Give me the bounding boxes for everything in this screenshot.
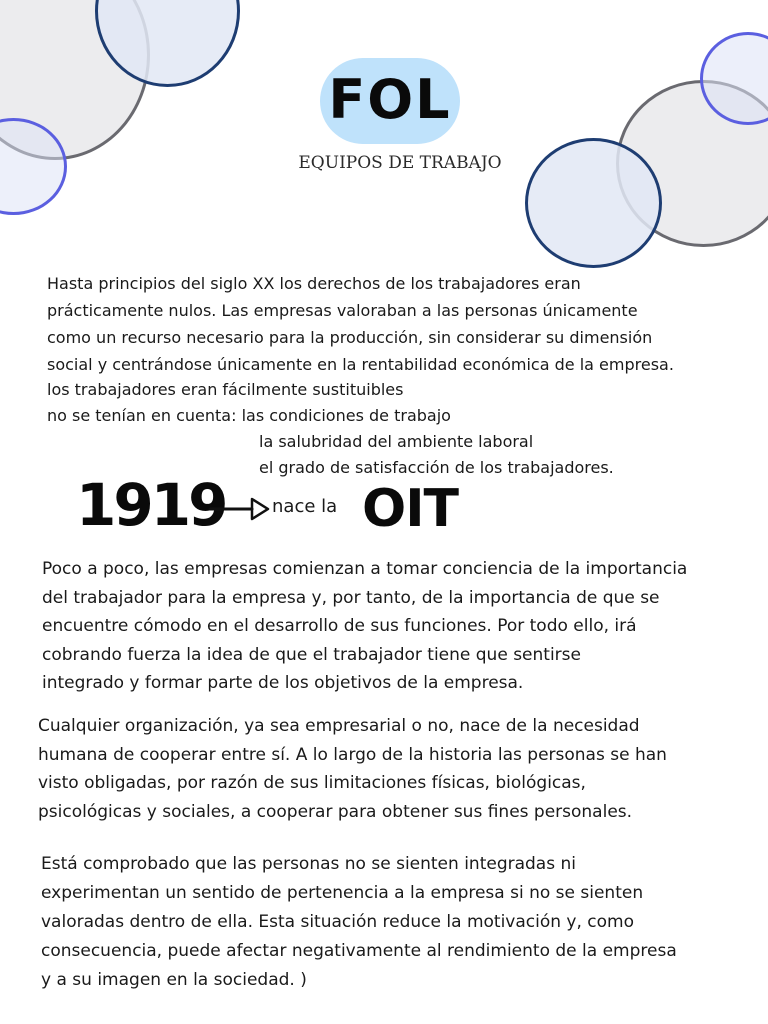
text-line: social y centrándose únicamente en la rentabilidad económica de la empresa. [47,355,674,374]
text-line: psicológicas y sociales, a cooperar para obtener sus fines personales. [38,801,633,822]
text-line: humana de cooperar entre sí. A lo largo de la historia las personas se han [38,744,667,765]
milestone-org: OIT [362,479,459,539]
intro-paragraph [47,270,674,378]
logo-title: FOL [328,68,452,131]
note-health: la salubridad del ambiente laboral [259,432,534,451]
text-line: Poco a poco, las empresas comienzan a tomar conciencia de la importancia [42,559,688,579]
page-subtitle: EQUIPOS DE TRABAJO [298,153,502,173]
text-line: experimentan un sentido de pertenencia a la empresa si no se sienten [41,883,644,903]
text-line: como un recurso necesario para la producción, sin considerar su dimensión [47,328,653,347]
text-line: encuentre cómodo en el desarrollo de sus funciones. Por todo ello, irá [42,616,637,636]
note-not-considered: no se tenían en cuenta: las condiciones de trabajo [47,406,451,425]
milestone-year: 1919 [76,471,226,539]
milestone-text: nace la [272,496,338,517]
text-line: valoradas dentro de ella. Esta situación reduce la motivación y, como [41,912,634,932]
text-line: Está comprobado que las personas no se sienten integradas ni [41,854,576,874]
text-line: integrado y formar parte de los objetivos de la empresa. [42,673,524,693]
text-line: y a su imagen en la sociedad. ) [41,970,307,990]
paragraph-awareness [42,555,687,698]
paragraph-organization [38,712,667,826]
text-line: consecuencia, puede afectar negativamente al rendimiento de la empresa [41,941,677,961]
text-line: visto obligadas, por razón de sus limitaciones físicas, biológicas, [38,773,586,793]
text-line: del trabajador para la empresa y, por tanto, de la importancia de que se [42,587,660,608]
note-workers-replaceable: los trabajadores eran fácilmente sustituibles [47,380,404,399]
text-line: Cualquier organización, ya sea empresarial o no, nace de la necesidad [38,716,640,736]
paragraph-belonging [41,850,677,995]
text-line: Hasta principios del siglo XX los derechos de los trabajadores eran [47,274,581,293]
arrow-right-icon [208,495,270,523]
text-line: cobrando fuerza la idea de que el trabajador tiene que sentirse [42,644,581,665]
text-line: prácticamente nulos. Las empresas valoraban a las personas únicamente [47,301,638,320]
note-satisfaction: el grado de satisfacción de los trabajadores. [259,458,614,477]
